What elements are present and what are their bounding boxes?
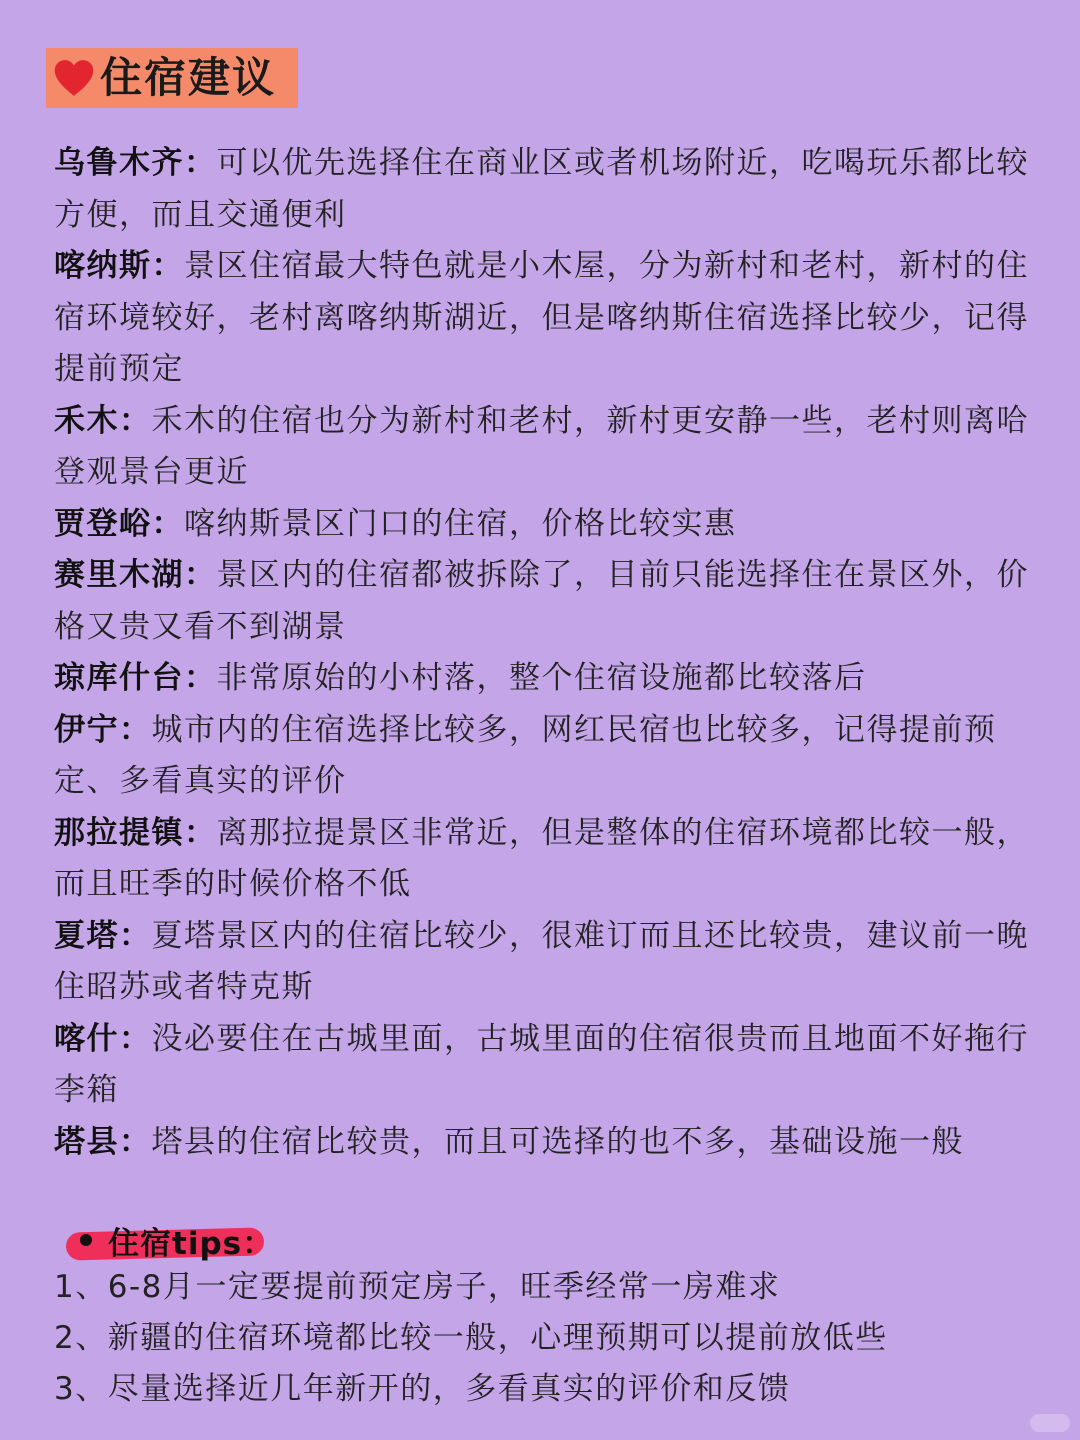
entry-name: 那拉提镇： xyxy=(54,814,217,851)
entry-urumqi xyxy=(54,138,1034,241)
entry-hemu xyxy=(54,396,1034,499)
entry-name: 禾木： xyxy=(54,402,152,439)
tips-heading xyxy=(64,1216,274,1264)
tips-list xyxy=(54,1262,1034,1415)
entry-text: 城市内的住宿选择比较多，网红民宿也比较多，记得提前预定、多看真实的评价 xyxy=(54,711,997,799)
entry-name: 贾登峪： xyxy=(54,505,184,542)
entry-text: 景区内的住宿都被拆除了，目前只能选择住在景区外，价格又贵又看不到湖景 xyxy=(54,557,1029,645)
entry-qiongkushitai xyxy=(54,653,1034,705)
entry-text: 离那拉提景区非常近，但是整体的住宿环境都比较一般，而且旺季的时候价格不低 xyxy=(54,814,1029,902)
entry-name: 夏塔： xyxy=(54,917,152,954)
entry-kashgar xyxy=(54,1014,1034,1117)
entry-name: 塔县： xyxy=(54,1123,152,1160)
entry-text: 塔县的住宿比较贵，而且可选择的也不多，基础设施一般 xyxy=(151,1123,964,1160)
entry-sayram-lake xyxy=(54,550,1034,653)
accommodation-list xyxy=(54,138,1034,1168)
entry-text: 没必要住在古城里面，古城里面的住宿很贵而且地面不好拖行李箱 xyxy=(54,1020,1029,1108)
bullet-icon xyxy=(80,1234,92,1246)
entry-text: 夏塔景区内的住宿比较少，很难订而且还比较贵，建议前一晚住昭苏或者特克斯 xyxy=(54,917,1029,1005)
entry-taxian xyxy=(54,1117,1034,1169)
entry-nalati xyxy=(54,808,1034,911)
entry-xiata xyxy=(54,911,1034,1014)
tip-item: 2、新疆的住宿环境都比较一般，心理预期可以提前放低些 xyxy=(54,1320,888,1356)
entry-text: 禾木的住宿也分为新村和老村，新村更安静一些，老村则离哈登观景台更近 xyxy=(54,402,1029,490)
entry-text: 可以优先选择住在商业区或者机场附近，吃喝玩乐都比较方便，而且交通便利 xyxy=(54,145,1029,233)
entry-name: 喀纳斯： xyxy=(54,248,184,284)
entry-yining xyxy=(54,705,1034,808)
watermark-badge xyxy=(1030,1414,1070,1432)
tips-title: 住宿tips： xyxy=(108,1225,275,1262)
page-title: 住宿建议 xyxy=(100,53,277,102)
tip-item: 1、6-8月一定要提前预定房子，旺季经常一房难求 xyxy=(54,1269,781,1305)
entry-text: 非常原始的小村落，整个住宿设施都比较落后 xyxy=(216,660,867,696)
entry-name: 琼库什台： xyxy=(54,660,217,696)
entry-kanas xyxy=(54,241,1034,396)
entry-jiadengyu xyxy=(54,499,1034,551)
page-title-banner xyxy=(46,48,298,108)
entry-name: 伊宁： xyxy=(54,711,152,748)
entry-name: 赛里木湖： xyxy=(54,557,217,593)
entry-name: 喀什： xyxy=(54,1020,152,1057)
entry-text: 喀纳斯景区门口的住宿，价格比较实惠 xyxy=(184,505,737,542)
entry-name: 乌鲁木齐： xyxy=(54,145,217,181)
heart-icon xyxy=(52,56,96,100)
entry-text: 景区住宿最大特色就是小木屋，分为新村和老村，新村的住宿环境较好，老村离喀纳斯湖近，但是喀纳斯住宿选择比较少，记得提前预定 xyxy=(54,248,1029,387)
tip-item: 3、尽量选择近几年新开的，多看真实的评价和反馈 xyxy=(54,1371,791,1407)
